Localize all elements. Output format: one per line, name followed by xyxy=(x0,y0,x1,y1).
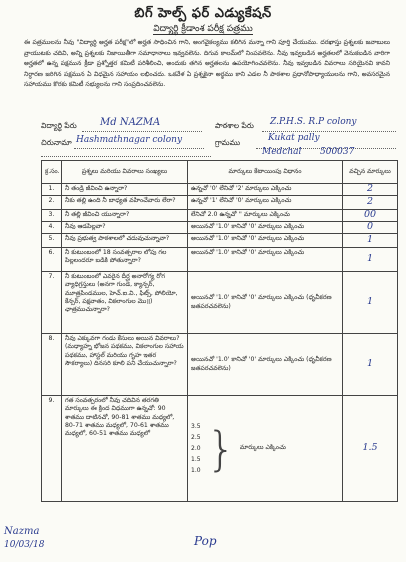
row-question: నీ తల్లి జీవించి యున్నారా? xyxy=(62,210,188,222)
header-sl: క్ర.సం. xyxy=(42,161,62,184)
table-header-row xyxy=(42,161,398,184)
row-question: నీవు ప్రభుత్వ పాఠశాలలో చదువుచున్నావా? xyxy=(62,234,188,248)
student-name-value[interactable]: Md NAZMA xyxy=(100,117,161,128)
row-rule: అయినచో '1.0' కానిచో '0' మార్కులు ఎక్కించు (ధృవీకరణ జతపరచవలెను) xyxy=(188,272,343,334)
form-title: బిగ్ హెల్ప్ ఫర్ ఎడ్యుకేషన్ xyxy=(134,6,272,21)
table-row xyxy=(42,248,398,272)
row-question: నీ తండ్రి జీవించి ఉన్నారా? xyxy=(62,184,188,196)
instructions-paragraph: ఈ పత్రములను నీవు "విద్యార్థి అర్హత పరీక్ష"లో అర్హత సాధించిన గాని, అంగవైకల్యము కలిగిన మన్నా గాని పూర్తి చేయుము. దరఖాస్తు ప్రశ్నలకు జవాబులు వ్రాయుటకు చదివి, అన్ని ప్రశ్నలకు నిజాయితీగా సమాధానాలు ఇవ్వవలెను. దిగువ కాలమ్‌లో నింపవలెను. నీవు ఇవ్వబడిన అర్హతలలో వెనుకబడిన వారిగా అర్హతలో ఉన్న పక్షమున క్రీడా ప్రశ్నోత్తర కమిటీ పరిశీలించి, అందుకు తగిన అర్హతలను ఉపయోగించవలెను. నీవు ఇవ్వబడిన వివరాలు సరియైనవి కావని నిర్ధారణ జరిగిన పక్షమున ఏ విధమైన సహాయం లభించదు. ఒకవేళ ఏ ప్రశ్నకైనా అర్థము కాని ఎడల నీ పాఠశాల ప్రధానోపాధ్యాయులను గాని, అవసరమైన సహాయము కొరకు కమిటీ సభ్యులను గాని సంప్రదించవలెను. xyxy=(24,39,390,89)
table-row xyxy=(42,396,398,502)
table-row xyxy=(42,334,398,396)
row-question: నీ కుటుంబంలో ఎవరైన దీర్ఘ అనారోగ్య రోగ వ్యాధిగ్రస్తులు (అనగా గుండె, క్యాన్సర్, మూత్రపిండముల, హెచ్.ఐ.వి., ఫిట్స్, పోలియో, కేన్సర్, పక్షవాతం, వికలాంగుల మొ॥) ఛాత్రముచున్నారా? xyxy=(62,272,188,334)
table-row xyxy=(42,234,398,248)
row-sl: 3. xyxy=(42,210,62,222)
row-sl: 6. xyxy=(42,248,62,272)
scoring-table xyxy=(41,160,398,502)
row-sl: 1. xyxy=(42,184,62,196)
marks-scale xyxy=(191,421,339,476)
village-value[interactable]: Kukat pally xyxy=(268,133,320,143)
table-row xyxy=(42,272,398,334)
row-marks[interactable]: 1 xyxy=(343,248,398,272)
row-marks[interactable]: 1 xyxy=(343,234,398,248)
row-question: గత సంవత్సరంలో నీవు చదివిన తరగతి మార్కులు ఈ క్రింద విధముగా ఉన్నచో: 90 శాతము దాటినచో, 90-81 శాతము మధ్యలో, 80-71 శాతము మధ్యలో, 70-61 శాతము మధ్యలో, 60-51 శాతము మధ్యలో xyxy=(62,396,188,502)
row-marks[interactable]: 00 xyxy=(343,210,398,222)
row-question: నీకు తల్లి ఉంది నీ బాధ్యత వహించేవారు లేరా? xyxy=(62,196,188,210)
school-name-value[interactable]: Z.P.H.S. R.P colony xyxy=(270,117,357,127)
row-marks[interactable]: 1 xyxy=(343,334,398,396)
row-rule: ఉన్నచో '1' లేనిచో '0' మార్కులు ఎక్కించు xyxy=(188,196,343,210)
district-value[interactable]: Medchal xyxy=(262,147,302,157)
table-row xyxy=(42,196,398,210)
row-rule: అయినచో '1.0' కానిచో '0' మార్కులు ఎక్కించు (ధృవీకరణ జతపరచవలెను) xyxy=(188,334,343,396)
village-label: గ్రామము xyxy=(215,138,241,147)
row-sl: 4. xyxy=(42,222,62,234)
row-marks[interactable]: 2 xyxy=(343,184,398,196)
header-question: ప్రశ్నలు మరియు వివరాలు సంఖ్యలు xyxy=(62,161,188,184)
school-name-label: పాఠశాల పేరు xyxy=(215,121,254,130)
row-sl: 7. xyxy=(42,272,62,334)
row-rule: అయినచో '1.0' కానిచో '0' మార్కులు ఎక్కించు xyxy=(188,248,343,272)
row-marks[interactable]: 1.5 xyxy=(343,396,398,502)
row-marks[interactable]: 2 xyxy=(343,196,398,210)
address-line xyxy=(74,148,204,149)
row-marks[interactable]: 0 xyxy=(343,222,398,234)
signature-date: 10/03/18 xyxy=(4,540,45,550)
table-row xyxy=(42,210,398,222)
scale-values: 3.5 2.5 2.0 1.5 1.0 xyxy=(191,423,201,474)
row-sl: 9. xyxy=(42,396,62,502)
table-row xyxy=(42,184,398,196)
table-row xyxy=(42,222,398,234)
header-marks: వచ్చిన మార్కులు xyxy=(343,161,398,184)
verifier-signature: Pop xyxy=(194,534,217,548)
student-signature: Nazma xyxy=(4,526,40,537)
brace-icon: } xyxy=(206,421,236,476)
row-rule: అయినచో '1.0' కానిచో '0' మార్కులు ఎక్కించు xyxy=(188,234,343,248)
row-rule: ఉన్నచో '0' లేనిచో '2' మార్కులు ఎక్కించు xyxy=(188,184,343,196)
row-sl: 2. xyxy=(42,196,62,210)
row-marks[interactable]: 1 xyxy=(343,272,398,334)
address-label: చిరునామా xyxy=(41,138,72,147)
row-rule: అయినచో '1.0' కానిచో '0' మార్కులు ఎక్కించు xyxy=(188,222,343,234)
row-rule-scale xyxy=(188,396,343,502)
row-question: నీవు ఎక్కువగా గండు కేసులు అయిన వివరాలు? (మధ్యాహ్న భోజన పథకము, వికలాంగుల సహాయ పథకము, హాస్టల్ మరియు గృహ ఇతర సౌకర్యాలు) దినసరి కూలి పని చేయుచున్నారా? xyxy=(62,334,188,396)
school-name-line xyxy=(262,131,396,132)
student-name-line xyxy=(82,131,202,132)
scale-rule-text: మార్కులు ఎక్కించు xyxy=(239,444,286,452)
row-sl: 5. xyxy=(42,234,62,248)
pin-value[interactable]: 500037 xyxy=(320,147,355,157)
student-name-label: విద్యార్థి పేరు xyxy=(41,121,77,130)
row-rule: లేనిచో 2.0 ఉన్నచో '' మార్కులు ఎక్కించు xyxy=(188,210,343,222)
address-line-2 xyxy=(41,156,211,157)
address-value[interactable]: Hashmathnagar colony xyxy=(76,135,183,145)
header-rule: మార్కులు కేటాయింపు విధానం xyxy=(188,161,343,184)
row-sl: 8. xyxy=(42,334,62,396)
form-subtitle: విద్యార్థి క్రీడాంశ పరీక్ష పత్రము xyxy=(153,24,253,34)
row-question: నీ కుటుంబంలో 18 సంవత్సరాల లోపు గల పిల్లలందరూ బడికి పోతున్నారా? xyxy=(62,248,188,272)
row-question: నీవు ఆడపిల్లవా? xyxy=(62,222,188,234)
